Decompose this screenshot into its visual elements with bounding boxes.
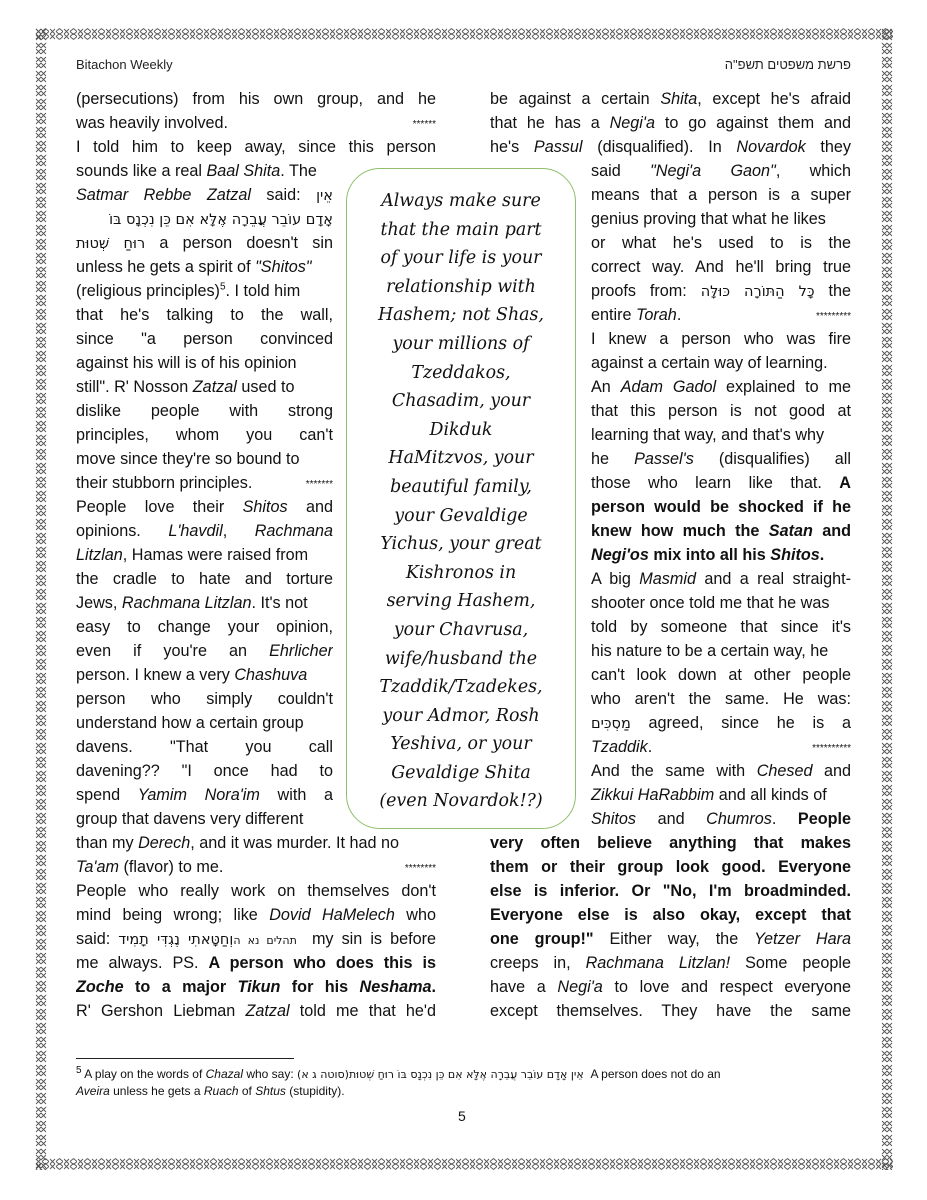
- text-line: me always. PS. A person who does this is: [76, 954, 436, 972]
- pull-quote-line: of your life is your: [380, 248, 542, 269]
- text-line: even if you're an Ehrlicher: [76, 642, 333, 660]
- text-line: People love their Shitos and: [76, 498, 333, 516]
- text-line: that he's talking to the wall,: [76, 306, 333, 324]
- text-line: genius proving that what he likes: [591, 210, 826, 228]
- text-line: entire Torah. *********: [591, 305, 851, 325]
- text-line: principles, whom you can't: [76, 426, 333, 444]
- pull-quote-line: Dikduk: [429, 419, 493, 440]
- text-line: understand how a certain group: [76, 714, 304, 732]
- text-line: very often believe anything that makes: [490, 834, 851, 852]
- text-line: Litzlan, Hamas were raised from: [76, 546, 309, 564]
- text-line: davening?? "I once had to: [76, 762, 333, 780]
- page-border-right: [881, 28, 893, 1170]
- footnote-ref[interactable]: 5: [219, 281, 226, 293]
- text-line: knew how much the Satan and: [591, 522, 851, 540]
- pull-quote-line: Tzaddik/Tzadekes,: [379, 677, 543, 698]
- pull-quote-line: beautiful family,: [390, 476, 532, 497]
- pull-quote-line: Gevaldige Shita: [391, 762, 531, 783]
- text-line: Zoche to a major Tikun for his Neshama.: [76, 978, 436, 996]
- text-line: those who learn like that. A: [591, 474, 851, 492]
- text-line: he Passel's (disqualifies) all: [591, 450, 851, 468]
- pull-quote-line: your Gevaldige: [394, 505, 528, 526]
- hebrew-quote: אָדָם עוֹבֵר עֲבֵרָה אֶלָּא אִם כֵּן נִכְנָס בּוֹ: [109, 212, 333, 228]
- text-line: I told him to keep away, since this person: [76, 138, 436, 156]
- text-line: said "Negi'a Gaon", which: [591, 162, 851, 180]
- text-line: can't look down at other people: [591, 666, 851, 684]
- pull-quote-line: relationship with: [386, 276, 536, 297]
- text-line: against his will is of his opinion: [76, 354, 297, 372]
- text-line: person who simply couldn't: [76, 690, 333, 708]
- text-line: correct way. And he'll bring true: [591, 258, 851, 276]
- text-line: that he has a Negi'a to go against them and: [490, 114, 851, 132]
- text-line: R' Gershon Liebman Zatzal told me that he'd: [76, 1002, 436, 1020]
- pull-quote-line: your millions of: [392, 333, 530, 354]
- text-line: than my Derech, and it was murder. It had no: [76, 834, 400, 852]
- text-line: he's Passul (disqualified). In Novardok they: [490, 138, 851, 156]
- pull-quote-line: Always make sure: [381, 191, 541, 211]
- text-line: A big Masmid and a real straight-: [591, 570, 851, 588]
- pull-quote-line: your Admor, Rosh: [382, 705, 540, 726]
- page-border-top: [35, 28, 893, 40]
- footnote-number: 5: [76, 1065, 82, 1076]
- text-line: Shitos and Chumros. People: [591, 810, 851, 828]
- text-line: proofs from: כָּל הַתּוֹרָה כּוּלָּה the: [591, 282, 851, 300]
- text-line: Zikkui HaRabbim and all kinds of: [591, 786, 827, 804]
- text-line: mind being wrong; like Dovid HaMelech who: [76, 906, 436, 924]
- text-line: move since they're so bound to: [76, 450, 300, 468]
- text-line: learning that way, and that's why: [591, 426, 825, 444]
- parsha-title: פרשת משפטים תשפ"ה: [724, 57, 851, 72]
- text-line: who aren't the same. He was:: [591, 690, 851, 708]
- text-line: shooter once told me that he was: [591, 594, 830, 612]
- text-line: means that a person is a super: [591, 186, 851, 204]
- text-line: Satmar Rebbe Zatzal said: אֵין: [76, 186, 333, 204]
- text-line: I knew a person who was fire: [591, 330, 851, 348]
- text-line: person. I knew a very Chashuva: [76, 666, 308, 684]
- pull-quote-line: serving Hashem,: [386, 591, 536, 612]
- pull-quote-line: (even Novardok!?): [379, 791, 543, 812]
- text-line: unless he gets a spirit of "Shitos": [76, 258, 312, 276]
- publication-title: Bitachon Weekly: [76, 57, 173, 72]
- footnote-separator: [76, 1058, 294, 1059]
- pull-quote-line: that the main part: [380, 219, 542, 240]
- text-line: sounds like a real Baal Shita. The: [76, 162, 317, 180]
- text-line: (religious principles)$^5$. I told him: [76, 281, 301, 300]
- section-separator: *********: [815, 311, 851, 322]
- text-line: else is inferior. Or "No, I'm broadminded.: [490, 882, 851, 900]
- text-line: Ta'am (flavor) to me. ********: [76, 857, 436, 877]
- text-line: the cradle to hate and torture: [76, 570, 333, 588]
- text-line: opinions. L'havdil, Rachmana: [76, 522, 333, 540]
- text-line: spend Yamim Nora'im with a: [76, 786, 333, 804]
- pull-quote-line: wife/husband the: [384, 648, 538, 669]
- text-line: person would be shocked if he: [591, 498, 851, 516]
- pull-quote-box: [346, 168, 576, 829]
- text-line: their stubborn principles. *******: [76, 473, 333, 493]
- text-line: Jews, Rachmana Litzlan. It's not: [76, 594, 308, 612]
- text-line: רוּחַ שְׁטוּת a person doesn't sin: [76, 234, 333, 252]
- text-line: be against a certain Shita, except he's afraid: [490, 90, 851, 108]
- footnote-line: $^5$ A play on the words of Chazal who say: (סוטה ג א) אֵין אָדָם עוֹבֵר עֲבֵרָה אֶלָּא אִם כֵּן נִכְנָס בּוֹ רוּחַ שְׁטוּת A person does not do an: [76, 1065, 721, 1081]
- text-line: them or their group look good. Everyone: [490, 858, 851, 876]
- pull-quote-line: Tzeddakos,: [411, 362, 511, 383]
- text-line: or what he's used to is the: [591, 234, 851, 252]
- text-line: People who really work on themselves don't: [76, 882, 436, 900]
- text-line: easy to change your opinion,: [76, 618, 333, 636]
- text-line: except themselves. They have the same: [490, 1002, 851, 1020]
- footnote-line: Aveira unless he gets a Ruach of Shtus (stupidity).: [76, 1084, 345, 1098]
- text-line: Negi'os mix into all his Shitos.: [591, 546, 825, 564]
- text-line: מַסְכִּים agreed, since he is a: [591, 714, 851, 732]
- text-line: group that davens very different: [76, 810, 304, 828]
- text-line: Everyone else is also okay, except that: [490, 906, 851, 924]
- pull-quote-line: Yichus, your great: [380, 534, 542, 555]
- pull-quote-line: Kishronos in: [405, 562, 517, 583]
- text-line: An Adam Gadol explained to me: [591, 378, 851, 396]
- text-line: still". R' Nosson Zatzal used to: [76, 378, 295, 396]
- text-line: Tzaddik. **********: [591, 737, 851, 757]
- page-border-bottom: [35, 1158, 893, 1170]
- section-separator: ********: [404, 863, 436, 874]
- page-number: 5: [458, 1108, 466, 1124]
- pull-quote-line: Hashem; not Shas,: [378, 305, 544, 326]
- text-line: said: וְחַטָּאתִי נֶגְדִּי תָמִיד תהלים נא ה my sin is before: [76, 930, 436, 948]
- pull-quote-line: your Chavrusa,: [393, 619, 529, 640]
- section-separator: *******: [305, 479, 333, 490]
- text-line: have a Negi'a to love and respect everyone: [490, 978, 851, 996]
- text-line: creeps in, Rachmana Litzlan! Some people: [490, 954, 851, 972]
- text-line: dislike people with strong: [76, 402, 333, 420]
- section-separator: **********: [812, 743, 851, 754]
- text-line: told by someone that since it's: [591, 618, 851, 636]
- text-line: one group!" Either way, the Yetzer Hara: [490, 930, 851, 948]
- text-line: that this person is not good at: [591, 402, 851, 420]
- text-line: his nature to be a certain way, he: [591, 642, 829, 660]
- page-border-left: [35, 28, 47, 1170]
- pull-quote-line: Chasadim, your: [391, 391, 531, 412]
- text-line: against a certain way of learning.: [591, 354, 828, 372]
- text-line: And the same with Chesed and: [591, 762, 851, 780]
- text-line: (persecutions) from his own group, and he: [76, 90, 436, 108]
- text-line: was heavily involved. ******: [76, 113, 436, 133]
- pull-quote-line: Yeshiva, or your: [390, 734, 532, 755]
- pull-quote-text: [347, 187, 575, 816]
- text-line: davens. "That you call: [76, 738, 333, 756]
- pull-quote-line: HaMitzvos, your: [388, 448, 534, 469]
- section-separator: ******: [412, 119, 436, 130]
- text-line: since "a person convinced: [76, 330, 333, 348]
